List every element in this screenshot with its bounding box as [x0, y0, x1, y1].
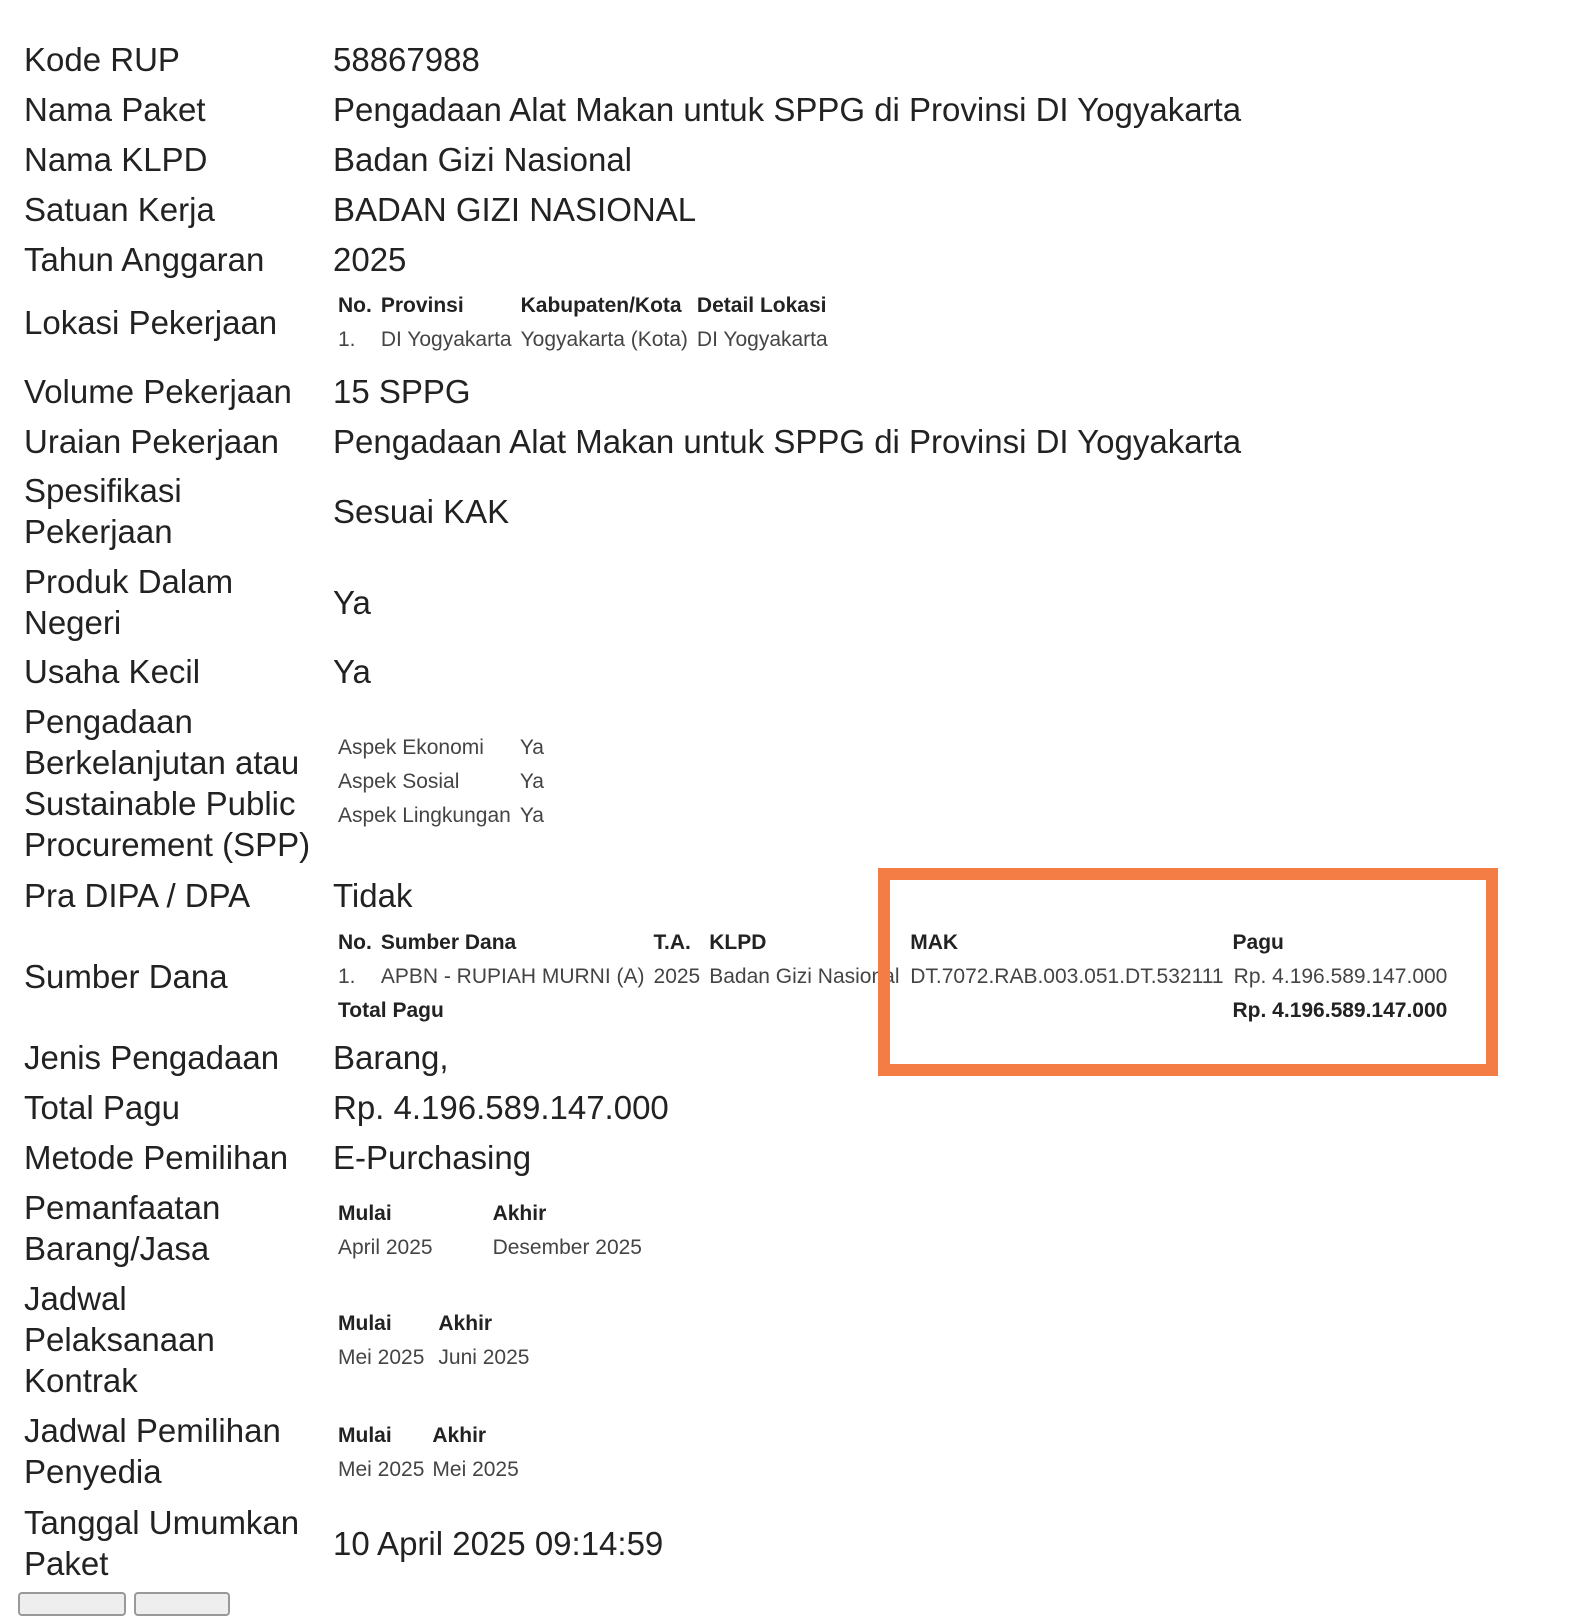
- field-label: Usaha Kecil: [24, 653, 201, 690]
- field-value: Pengadaan Alat Makan untuk SPPG di Provinsi DI Yogyakarta: [333, 91, 1242, 128]
- field-label: Lokasi Pekerjaan: [24, 304, 278, 341]
- field-label: Spesifikasi Pekerjaan: [24, 472, 182, 550]
- field-value: Ya: [333, 583, 371, 621]
- table-cell: April 2025: [338, 1236, 433, 1259]
- field-value: Pengadaan Alat Makan untuk SPPG di Provinsi DI Yogyakarta: [333, 423, 1242, 460]
- field-tanggal-umumkan: [0, 1502, 1575, 1584]
- field-value: 58867988: [333, 41, 480, 78]
- field-spesifikasi-pekerjaan: [0, 470, 1575, 552]
- column-header: T.A.: [653, 931, 691, 954]
- table-cell: APBN - RUPIAH MURNI (A): [380, 965, 645, 988]
- field-label: Jenis Pengadaan: [24, 1039, 280, 1076]
- column-header: Kabupaten/Kota: [520, 294, 682, 317]
- column-header: No.: [338, 931, 372, 954]
- field-nama-klpd: [0, 139, 1575, 180]
- field-uraian-pekerjaan: [0, 421, 1575, 462]
- field-label: Pengadaan Berkelanjutan atau Sustainable Public Procurement (SPP): [24, 703, 311, 863]
- field-value: 10 April 2025 09:14:59: [333, 1524, 664, 1562]
- pemanfaatan-table: [338, 1197, 651, 1265]
- column-header: Provinsi: [380, 294, 464, 317]
- field-tahun-anggaran: [0, 239, 1575, 280]
- field-label: Pemanfaatan Barang/Jasa: [24, 1189, 221, 1267]
- field-label: Satuan Kerja: [24, 191, 215, 228]
- table-row: [338, 1341, 538, 1375]
- field-value: 15 SPPG: [333, 373, 471, 410]
- field-value: Badan Gizi Nasional: [333, 141, 632, 178]
- table-header-row: [338, 1307, 538, 1341]
- field-label: Tanggal Umumkan Paket: [24, 1504, 300, 1582]
- jadwal-pemilihan-table: [338, 1419, 528, 1487]
- table-row: [338, 1453, 528, 1487]
- field-label: Produk Dalam Negeri: [24, 563, 234, 641]
- column-header: Detail Lokasi: [696, 294, 827, 317]
- table-cell: 1.: [338, 965, 356, 988]
- column-header: KLPD: [709, 931, 767, 954]
- table-header-row: [338, 289, 837, 323]
- jadwal-kontrak-table: [338, 1307, 538, 1375]
- field-satuan-kerja: [0, 189, 1575, 230]
- field-total-pagu: [0, 1087, 1575, 1128]
- table-cell: Ya: [519, 804, 544, 827]
- field-value: Tidak: [333, 877, 413, 914]
- column-header: Mulai: [338, 1424, 392, 1447]
- table-cell: DI Yogyakarta: [380, 328, 512, 351]
- field-label: Nama KLPD: [24, 141, 208, 178]
- total-label: Total Pagu: [338, 999, 444, 1022]
- field-kode-rup: [0, 39, 1575, 80]
- lokasi-table: [338, 289, 837, 357]
- table-row: [338, 799, 553, 833]
- column-header: No.: [338, 294, 372, 317]
- column-header: MAK: [910, 931, 959, 954]
- column-header: Pagu: [1232, 931, 1284, 954]
- action-button[interactable]: [18, 1592, 126, 1616]
- table-cell: DT.7072.RAB.003.051.DT.532111: [910, 965, 1224, 988]
- field-pemanfaatan: [0, 1187, 1575, 1269]
- table-row: [338, 765, 553, 799]
- field-label: Jadwal Pelaksanaan Kontrak: [24, 1280, 215, 1399]
- table-cell: DI Yogyakarta: [696, 328, 828, 351]
- field-label: Sumber Dana: [24, 958, 228, 995]
- field-jenis-pengadaan: [0, 1037, 1575, 1078]
- field-usaha-kecil: [0, 651, 1575, 692]
- field-metode-pemilihan: [0, 1137, 1575, 1178]
- table-cell: 2025: [653, 965, 701, 988]
- field-value: Rp. 4.196.589.147.000: [333, 1089, 669, 1126]
- field-label: Pra DIPA / DPA: [24, 877, 251, 914]
- table-cell: Aspek Ekonomi: [338, 736, 484, 759]
- field-produk-dalam-negeri: [0, 561, 1575, 643]
- table-cell: 1.: [338, 328, 356, 351]
- field-nama-paket: [0, 89, 1575, 130]
- table-cell: Mei 2025: [338, 1346, 425, 1369]
- field-label: Volume Pekerjaan: [24, 373, 292, 410]
- table-cell: Aspek Lingkungan: [338, 804, 511, 827]
- table-header-row: [338, 1419, 528, 1453]
- field-value: Ya: [333, 653, 371, 690]
- field-value: E-Purchasing: [333, 1139, 532, 1176]
- table-cell: Aspek Sosial: [338, 770, 460, 793]
- column-header: Akhir: [432, 1424, 487, 1447]
- spp-table: [338, 731, 553, 833]
- column-header: Akhir: [438, 1312, 493, 1335]
- field-value: Barang,: [333, 1039, 449, 1076]
- table-cell: Yogyakarta (Kota): [520, 328, 688, 351]
- table-cell: Mei 2025: [432, 1458, 519, 1481]
- field-value: BADAN GIZI NASIONAL: [333, 191, 697, 228]
- field-volume-pekerjaan: [0, 371, 1575, 412]
- table-row: [338, 1231, 651, 1265]
- column-header: Akhir: [492, 1202, 547, 1225]
- table-cell: Ya: [519, 736, 544, 759]
- field-jadwal-kontrak: [0, 1278, 1575, 1401]
- table-cell: Juni 2025: [438, 1346, 530, 1369]
- field-label: Metode Pemilihan: [24, 1139, 289, 1176]
- field-label: Kode RUP: [24, 41, 180, 78]
- table-cell: Rp. 4.196.589.147.000: [1233, 965, 1448, 988]
- table-cell: Ya: [519, 770, 544, 793]
- field-label: Uraian Pekerjaan: [24, 423, 279, 460]
- field-value: Sesuai KAK: [333, 492, 510, 530]
- action-button[interactable]: [134, 1592, 230, 1616]
- column-header: Mulai: [338, 1202, 392, 1225]
- field-label: Nama Paket: [24, 91, 206, 128]
- field-spp: [0, 701, 1575, 865]
- table-cell: Desember 2025: [492, 1236, 642, 1259]
- klpd-cell-text: Badan Gizi Nasional: [709, 965, 900, 988]
- table-header-row: [338, 1197, 651, 1231]
- column-header: Mulai: [338, 1312, 392, 1335]
- table-row: [338, 323, 837, 357]
- column-header: Sumber Dana: [380, 931, 517, 954]
- table-cell: Mei 2025: [338, 1458, 425, 1481]
- field-label: Total Pagu: [24, 1089, 180, 1126]
- field-value: 2025: [333, 241, 407, 278]
- total-value: Rp. 4.196.589.147.000: [1232, 999, 1448, 1022]
- field-label: Jadwal Pemilihan Penyedia: [24, 1412, 281, 1490]
- field-jadwal-pemilihan: [0, 1410, 1575, 1492]
- field-label: Tahun Anggaran: [24, 241, 265, 278]
- table-row: [338, 731, 553, 765]
